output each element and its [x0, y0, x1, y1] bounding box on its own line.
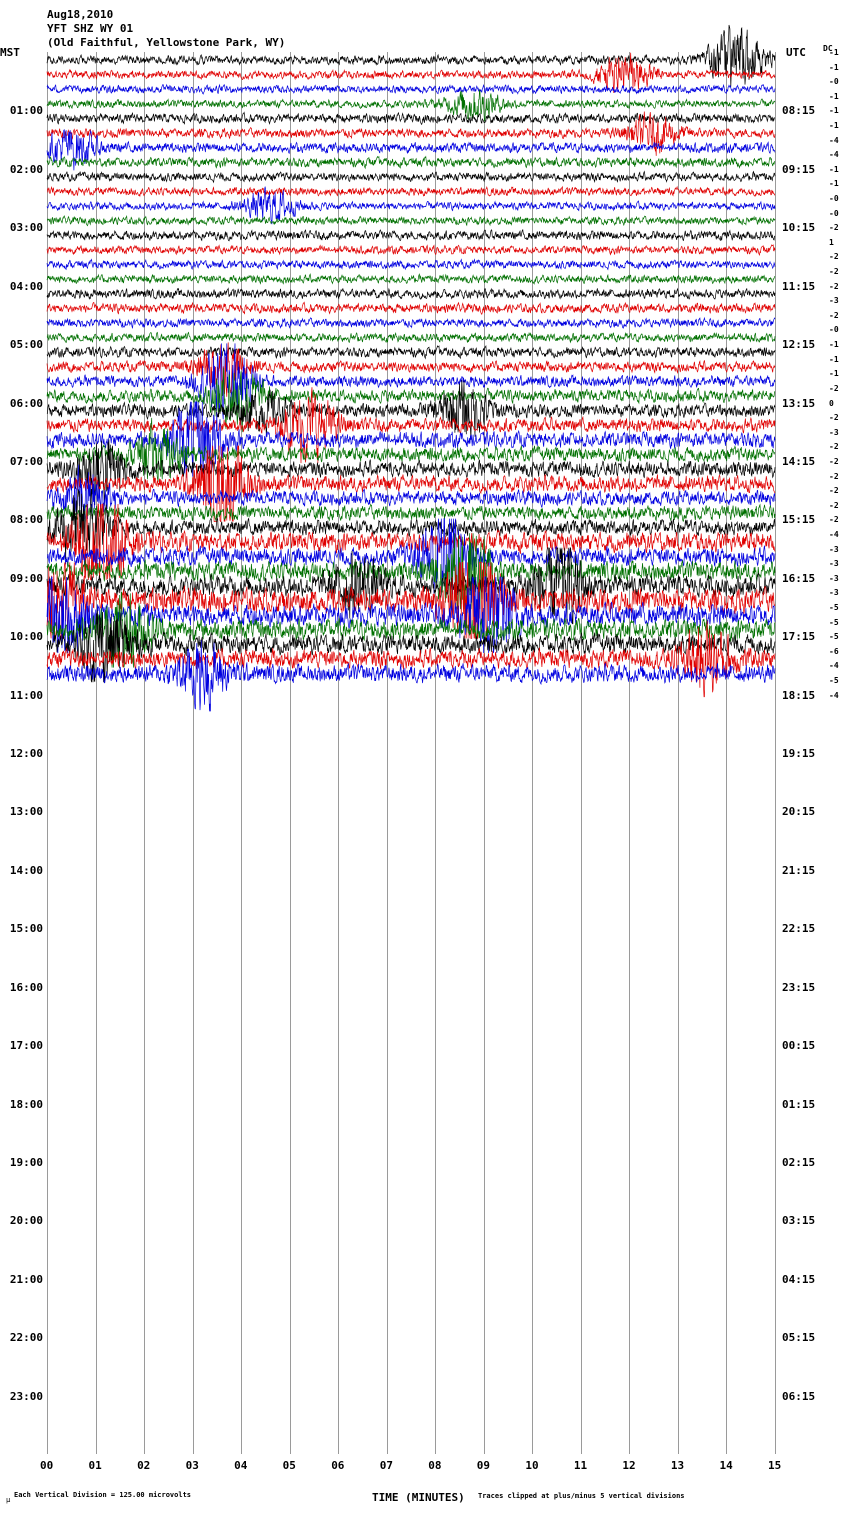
dc-offset-value: -2 — [829, 267, 839, 277]
time-label-mst: 06:00 — [9, 396, 43, 410]
time-label-utc: 05:15 — [782, 1331, 816, 1345]
dc-offset-value: -2 — [829, 486, 839, 496]
dc-offset-value: 1 — [829, 237, 834, 247]
dc-offset-value: -3 — [829, 296, 839, 306]
dc-offset-value: -0 — [829, 194, 839, 204]
time-label-utc: 16:15 — [782, 571, 816, 585]
time-label-mst: 19:00 — [9, 1155, 43, 1169]
seismic-trace — [47, 230, 775, 241]
dc-offset-value: -1 — [829, 369, 839, 379]
time-label-utc: 15:15 — [782, 513, 816, 527]
time-label-utc: 04:15 — [782, 1272, 816, 1286]
seismic-trace — [47, 318, 775, 328]
time-label-mst: 10:00 — [9, 630, 43, 644]
time-label-utc: 11:15 — [782, 279, 816, 293]
dc-offset-value: -2 — [829, 310, 839, 320]
time-label-mst: 23:00 — [9, 1389, 43, 1403]
x-axis-tick: 10 — [525, 1459, 539, 1472]
dc-offset-value: 0 — [829, 398, 834, 408]
time-label-mst: 22:00 — [9, 1331, 43, 1345]
time-label-mst: 18:00 — [9, 1097, 43, 1111]
time-label-utc: 23:15 — [782, 980, 816, 994]
time-label-utc: 09:15 — [782, 162, 816, 176]
time-label-utc: 00:15 — [782, 1039, 816, 1053]
seismic-trace — [47, 172, 775, 183]
time-label-mst: 20:00 — [9, 1214, 43, 1228]
dc-offset-value: -1 — [829, 121, 839, 131]
time-label-mst: 03:00 — [9, 221, 43, 235]
seismic-trace — [47, 260, 775, 270]
seismic-trace — [47, 302, 775, 314]
dc-offset-value: -2 — [829, 500, 839, 510]
time-label-mst: 16:00 — [9, 980, 43, 994]
seismic-trace — [47, 274, 775, 283]
x-axis-tick: 11 — [573, 1459, 588, 1472]
dc-offset-value: -2 — [829, 223, 839, 233]
seismic-trace — [47, 332, 775, 342]
x-axis-tick: 02 — [137, 1459, 151, 1472]
dc-offset-value: -1 — [829, 48, 839, 57]
dc-offset-value: -1 — [829, 91, 839, 101]
dc-offset-value: -1 — [829, 62, 839, 72]
dc-column-label: DC — [823, 44, 833, 53]
dc-offset-value: -2 — [829, 515, 839, 525]
dc-offset-value: -5 — [829, 602, 839, 612]
time-label-utc: 10:15 — [782, 221, 816, 235]
dc-offset-value: -4 — [829, 150, 839, 160]
time-label-mst: 21:00 — [9, 1272, 43, 1286]
seismic-trace — [47, 245, 775, 255]
seismic-trace — [47, 380, 775, 440]
dc-offset-value: -4 — [829, 135, 839, 145]
dc-offset-value: -2 — [829, 471, 839, 481]
dc-offset-value: -2 — [829, 456, 839, 466]
dc-offset-value: -3 — [829, 427, 839, 437]
time-label-utc: 08:15 — [782, 104, 816, 118]
dc-offset-value: -0 — [829, 77, 839, 87]
dc-offset-value: -0 — [829, 325, 839, 335]
x-axis-tick: 09 — [476, 1459, 491, 1472]
x-axis-tick: 05 — [282, 1459, 296, 1472]
time-label-mst: 09:00 — [9, 571, 43, 585]
x-axis-tick: 15 — [768, 1459, 782, 1472]
dc-offset-value: -4 — [829, 661, 839, 671]
header-date: Aug18,2010 — [47, 8, 114, 21]
dc-offset-value: -4 — [829, 690, 839, 700]
dc-offset-value: -6 — [829, 646, 839, 656]
dc-offset-value: -4 — [829, 529, 839, 539]
x-axis-tick: 08 — [428, 1459, 442, 1472]
dc-offset-value: -2 — [829, 281, 839, 291]
dc-offset-value: -2 — [829, 413, 839, 423]
x-axis-tick: 06 — [331, 1459, 345, 1472]
time-label-utc: 21:15 — [782, 863, 816, 877]
x-axis-tick: 03 — [185, 1459, 199, 1472]
header-location: (Old Faithful, Yellowstone Park, WY) — [47, 36, 286, 49]
trace-canvas — [47, 52, 775, 1454]
dc-offset-value: -1 — [829, 106, 839, 116]
right-axis-label: UTC — [786, 46, 806, 59]
dc-offset-value: -3 — [829, 588, 839, 598]
time-label-utc: 01:15 — [782, 1097, 816, 1111]
x-axis-tick: 07 — [379, 1459, 393, 1472]
dc-offset-value: -0 — [829, 208, 839, 218]
time-label-utc: 12:15 — [782, 338, 816, 352]
dc-offset-value: -5 — [829, 617, 839, 627]
x-axis-tick: 12 — [622, 1459, 636, 1472]
time-label-mst: 15:00 — [9, 922, 43, 936]
left-axis-label: MST — [0, 46, 20, 59]
time-label-utc: 06:15 — [782, 1389, 816, 1403]
time-label-mst: 12:00 — [9, 747, 43, 760]
time-label-utc: 02:15 — [782, 1155, 816, 1169]
seismogram-plot — [47, 52, 775, 1454]
dc-offset-value: -2 — [829, 383, 839, 393]
seismic-trace — [47, 187, 775, 196]
seismic-trace — [47, 157, 775, 169]
dc-offset-value: -5 — [829, 675, 839, 685]
seismic-trace — [47, 346, 775, 358]
time-label-mst: 05:00 — [9, 338, 43, 352]
time-label-utc: 22:15 — [782, 922, 816, 936]
dc-offset-value: -1 — [829, 354, 839, 364]
seismic-trace — [47, 85, 775, 94]
dc-offset-value: -3 — [829, 573, 839, 583]
clip-note: Traces clipped at plus/minus 5 vertical divisions — [478, 1492, 685, 1500]
time-label-mst: 07:00 — [9, 454, 43, 468]
dc-offset-value: -1 — [829, 164, 839, 174]
time-label-utc: 18:15 — [782, 688, 816, 702]
seismic-trace — [47, 25, 775, 87]
x-axis-tick: 01 — [88, 1459, 102, 1472]
time-label-mst: 08:00 — [9, 513, 43, 527]
time-label-mst: 13:00 — [9, 805, 43, 819]
time-label-mst: 17:00 — [9, 1039, 43, 1053]
x-axis-tick: 00 — [40, 1459, 54, 1472]
dc-offset-value: -5 — [829, 632, 839, 642]
time-label-utc: 17:15 — [782, 630, 816, 644]
seismic-trace — [47, 288, 775, 299]
time-label-utc: 13:15 — [782, 396, 816, 410]
time-label-mst: 04:00 — [9, 279, 43, 293]
x-axis-tick: 13 — [670, 1459, 685, 1472]
seismic-trace — [47, 343, 775, 419]
dc-offset-value: -2 — [829, 442, 839, 452]
time-label-mst: 02:00 — [9, 162, 43, 176]
grid-line — [775, 52, 776, 1454]
header-station: YFT SHZ WY 01 — [47, 22, 134, 35]
seismic-trace — [47, 112, 775, 156]
dc-offset-value: -3 — [829, 559, 839, 569]
dc-offset-value: -3 — [829, 544, 839, 554]
time-label-utc: 20:15 — [782, 805, 816, 819]
x-axis-tick: 14 — [719, 1459, 733, 1472]
dc-offset-value: -2 — [829, 252, 839, 262]
time-label-mst: 14:00 — [9, 863, 43, 877]
seismic-trace — [47, 504, 775, 521]
scale-note: Each Vertical Division = 125.00 microvolts — [14, 1491, 192, 1499]
time-label-mst: 01:00 — [9, 104, 43, 118]
microvolt-symbol: μ — [6, 1496, 11, 1504]
dc-offset-value: -1 — [829, 340, 839, 350]
time-label-utc: 03:15 — [782, 1214, 816, 1228]
x-axis-tick: 04 — [234, 1459, 248, 1472]
dc-offset-value: -1 — [829, 179, 839, 189]
x-axis-title: TIME (MINUTES) — [372, 1491, 465, 1504]
time-label-utc: 14:15 — [782, 454, 816, 468]
time-label-utc: 19:15 — [782, 747, 816, 760]
time-label-mst: 11:00 — [9, 688, 43, 702]
seismic-trace — [47, 216, 775, 226]
seismic-trace — [47, 640, 775, 711]
